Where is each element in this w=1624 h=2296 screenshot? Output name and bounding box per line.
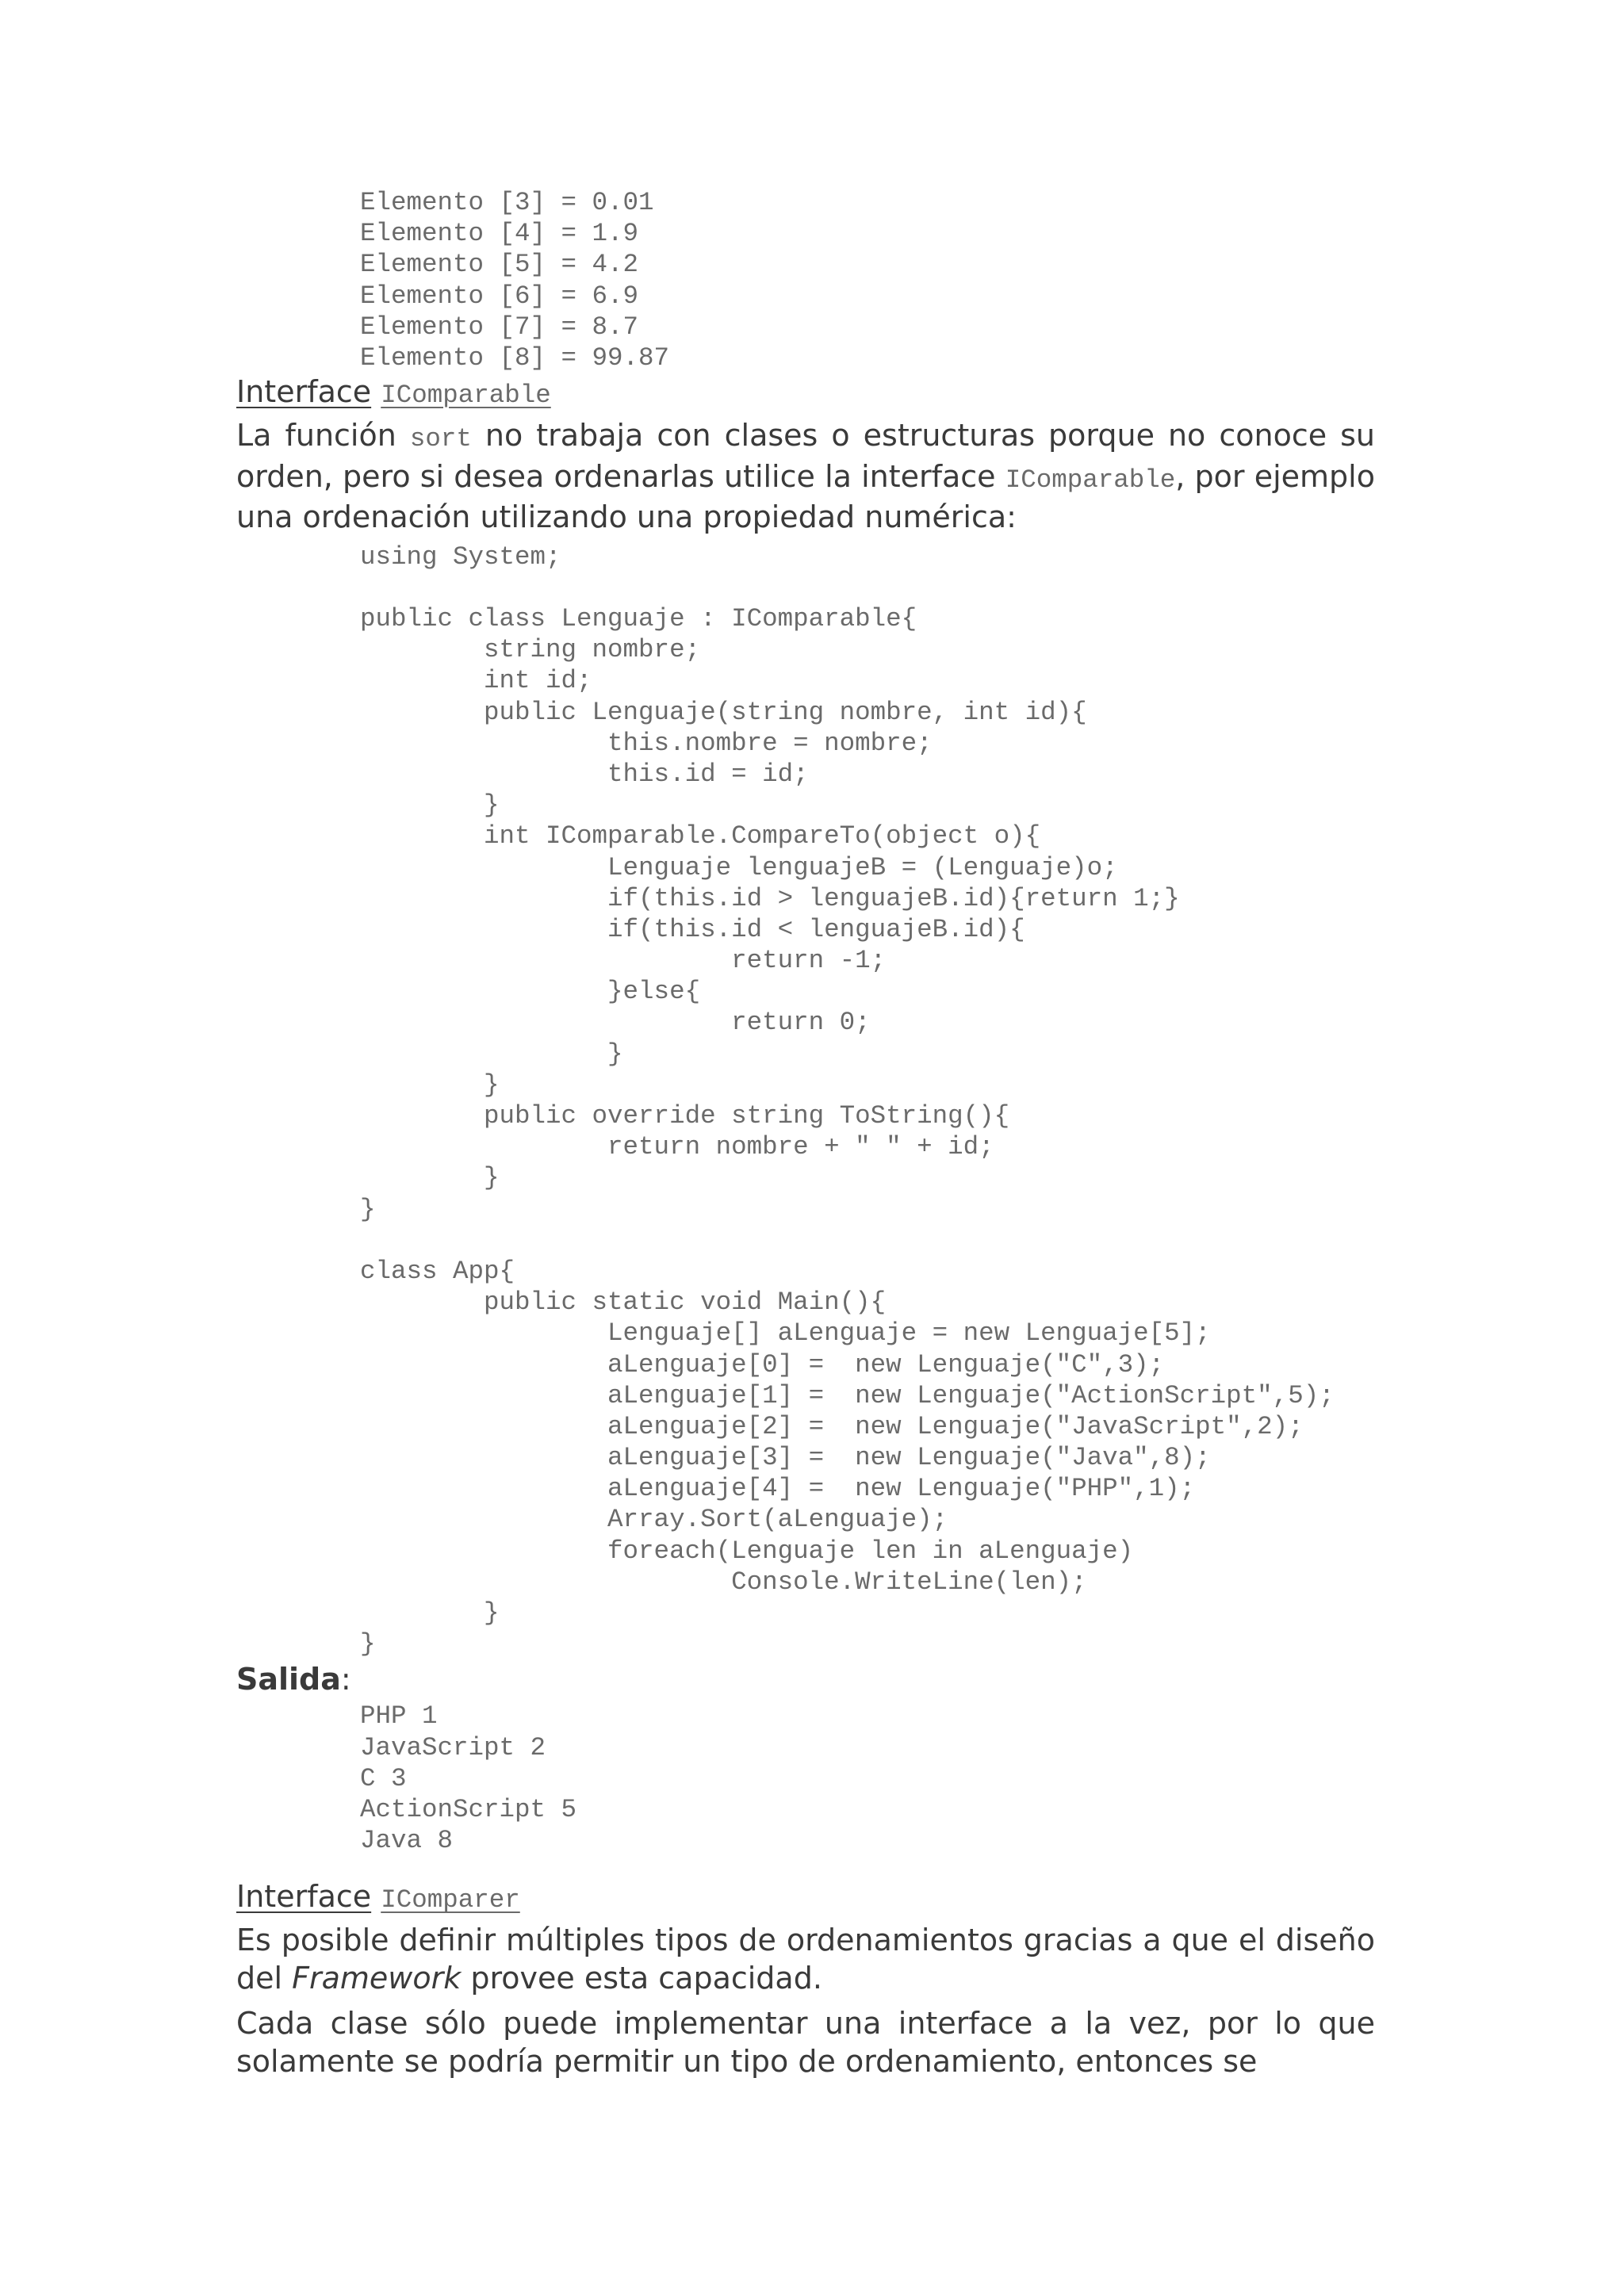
code-line: Elemento [3] = 0.01 <box>360 188 654 217</box>
code-line: Elemento [5] = 4.2 <box>360 250 639 280</box>
code-line: } <box>360 1598 500 1628</box>
code-line: Lenguaje lenguajeB = (Lenguaje)o; <box>360 852 1118 882</box>
code-line: foreach(Lenguaje len in aLenguaje) <box>360 1536 1134 1566</box>
code-line: if(this.id > lenguajeB.id){return 1;} <box>360 883 1180 913</box>
code-block-elementos <box>236 187 1375 373</box>
code-line: public static void Main(){ <box>360 1288 887 1318</box>
paragraph-cada-clase: Cada clase sólo puede implementar una interface a la vez, por lo que solamente se podría permitir un tipo de ordenamiento, entonces se <box>236 2006 1375 2079</box>
code-line: Elemento [6] = 6.9 <box>360 281 639 311</box>
code-line: using System; <box>360 541 561 572</box>
paragraph-sort <box>236 417 1375 537</box>
code-line: } <box>360 1070 500 1100</box>
text-span: no trabaja con clases o estructuras porque no conoce su orden, pero si desea ordenarlas utilice la interface <box>236 418 1375 494</box>
code-line: this.id = id; <box>360 759 809 789</box>
text-span: provee esta capacidad. <box>461 1960 822 1996</box>
code-line: Elemento [7] = 8.7 <box>360 312 639 342</box>
heading-code: IComparable <box>381 381 551 411</box>
code-line <box>360 572 1375 603</box>
code-line: int id; <box>360 666 592 696</box>
text-span: La función <box>236 418 410 453</box>
code-line: aLenguaje[3] = new Lenguaje("Java",8); <box>360 1443 1211 1473</box>
code-line: aLenguaje[2] = new Lenguaje("JavaScript",2); <box>360 1411 1304 1441</box>
heading-word: Interface <box>236 374 372 410</box>
inline-code-sort: sort <box>409 424 472 454</box>
code-line: } <box>360 1194 376 1224</box>
inline-code-icomparable: IComparable <box>1005 465 1176 495</box>
code-line: Elemento [8] = 99.87 <box>360 342 670 373</box>
code-line: } <box>360 1163 500 1193</box>
heading-salida <box>236 1661 1375 1697</box>
output-line: PHP 1 <box>360 1701 438 1732</box>
code-line: aLenguaje[0] = new Lenguaje("C",3); <box>360 1349 1165 1380</box>
salida-label: Salida <box>236 1662 341 1697</box>
code-line: public Lenguaje(string nombre, int id){ <box>360 697 1087 727</box>
output-line: JavaScript 2 <box>360 1732 546 1762</box>
code-line: int IComparable.CompareTo(object o){ <box>360 821 1041 851</box>
code-line: return 0; <box>360 1008 871 1038</box>
code-block-output <box>236 1701 1375 1856</box>
text-span: Es posible definir múltiples tipos de ordenamientos gracias a que el diseño del <box>236 1923 1375 1996</box>
salida-colon: : <box>340 1662 351 1697</box>
code-line <box>360 1225 1375 1256</box>
code-line: } <box>360 1039 623 1069</box>
code-line: aLenguaje[1] = new Lenguaje("ActionScript",5); <box>360 1380 1335 1410</box>
code-block-lenguaje <box>236 541 1375 1660</box>
code-line: this.nombre = nombre; <box>360 728 933 758</box>
code-line: Console.WriteLine(len); <box>360 1567 1087 1597</box>
output-line: C 3 <box>360 1763 407 1793</box>
heading-word: Interface <box>236 1879 372 1915</box>
code-line: aLenguaje[4] = new Lenguaje("PHP",1); <box>360 1474 1196 1504</box>
heading-interface-icomparable <box>236 373 1375 414</box>
code-line: if(this.id < lenguajeB.id){ <box>360 914 1025 944</box>
code-line: Elemento [4] = 1.9 <box>360 219 639 249</box>
output-line: ActionScript 5 <box>360 1794 577 1824</box>
code-line: Array.Sort(aLenguaje); <box>360 1505 948 1535</box>
code-line: } <box>360 1629 376 1659</box>
code-line: Lenguaje[] aLenguaje = new Lenguaje[5]; <box>360 1318 1211 1349</box>
text-span: , por ejemplo una ordenación utilizando una propiedad numérica: <box>236 458 1375 535</box>
output-line: Java 8 <box>360 1826 454 1856</box>
code-line: class App{ <box>360 1256 515 1286</box>
paragraph-ordenamientos <box>236 1922 1375 1997</box>
emphasis-framework: Framework <box>292 1960 462 1996</box>
code-line: return nombre + " " + id; <box>360 1132 994 1162</box>
code-line: } <box>360 790 500 821</box>
code-line: public override string ToString(){ <box>360 1101 1010 1131</box>
code-line: }else{ <box>360 977 701 1007</box>
code-line: public class Lenguaje : IComparable{ <box>360 604 917 633</box>
document-page <box>236 187 1375 2080</box>
code-line: return -1; <box>360 946 887 976</box>
heading-interface-icomparer <box>236 1878 1375 1919</box>
code-line: string nombre; <box>360 635 701 665</box>
heading-code: IComparer <box>381 1885 520 1915</box>
